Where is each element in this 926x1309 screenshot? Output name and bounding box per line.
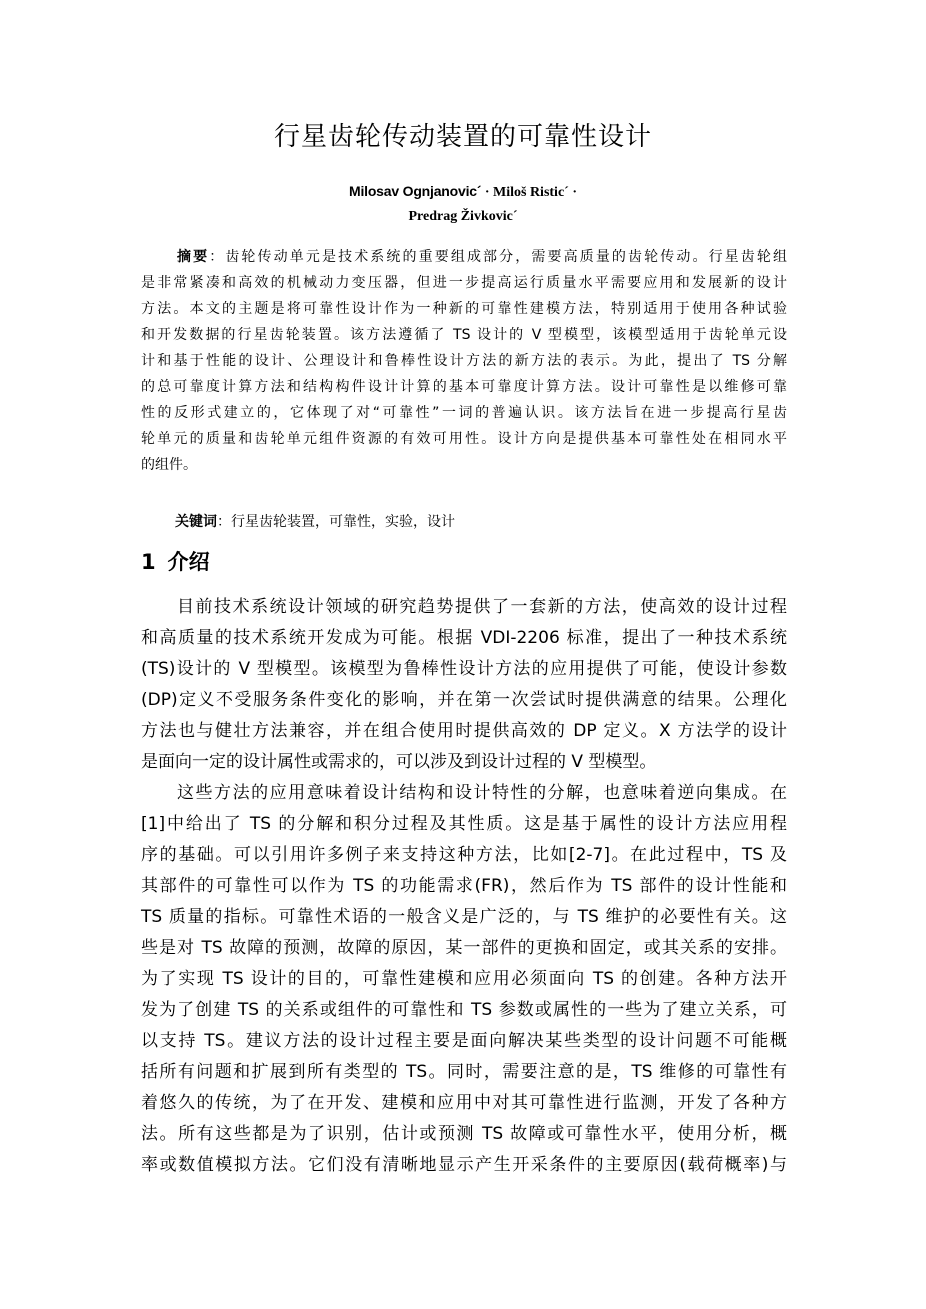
paragraph-line: 法。所有这些都是为了识别，估计或预测 TS 故障或可靠性水平，使用分析，概	[141, 1124, 787, 1144]
paragraph-line: 其部件的可靠性可以作为 TS 的功能需求(FR)，然后作为 TS 部件的设计性能和	[141, 876, 787, 896]
abstract-line: 计和基于性能的设计、公理设计和鲁棒性设计方法的新方法的表示。为此，提出了 TS 分解	[141, 353, 787, 369]
keywords: 关键词：行星齿轮装置，可靠性，实验，设计	[175, 514, 455, 530]
paragraph-line: 和高质量的技术系统开发成为可能。根据 VDI-2206 标准，提出了一种技术系统	[141, 628, 787, 648]
paragraph-2	[141, 778, 787, 1181]
paragraph-line: 这些方法的应用意味着设计结构和设计特性的分解，也意味着逆向集成。在	[177, 783, 787, 803]
abstract-line: 是非常紧凑和高效的机械动力变压器，但进一步提高运行质量水平需要应用和发展新的设计	[141, 275, 787, 291]
section-heading	[141, 546, 210, 578]
paragraph-1	[141, 592, 787, 778]
paper-title: 行星齿轮传动装置的可靠性设计	[273, 122, 652, 152]
section-number: 1	[141, 550, 156, 574]
paragraph-line: 以支持 TS。建议方法的设计过程主要是面向解决某些类型的设计问题不可能概	[141, 1031, 787, 1051]
paragraph-line: 是面向一定的设计属性或需求的，可以涉及到设计过程的 V 型模型。	[141, 752, 657, 772]
abstract-line: 的总可靠度计算方法和结构构件设计计算的基本可靠度计算方法。设计可靠性是以维修可靠	[141, 379, 787, 395]
paragraph-line: 着悠久的传统，为了在开发、建模和应用中对其可靠性进行监测，开发了各种方	[141, 1093, 787, 1113]
abstract	[141, 244, 787, 478]
paragraph-line: TS 质量的指标。可靠性术语的一般含义是广泛的，与 TS 维护的必要性有关。这	[141, 907, 787, 927]
author-separator: ·	[568, 185, 577, 200]
paragraph-line: 率或数值模拟方法。它们没有清晰地显示产生开采条件的主要原因(载荷概率)与	[141, 1155, 787, 1175]
author-ristic: Miloš Ristic´	[493, 185, 569, 200]
section-title: 介绍	[167, 550, 210, 574]
abstract-line: 性的反形式建立的，它体现了对“可靠性”一词的普遍认识。该方法旨在进一步提高行星齿	[141, 405, 787, 421]
paragraph-line: 目前技术系统设计领域的研究趋势提供了一套新的方法，使高效的设计过程	[177, 597, 787, 617]
paragraph-line: 为了实现 TS 设计的目的，可靠性建模和应用必须面向 TS 的创建。各种方法开	[141, 969, 787, 989]
abstract-line: 轮单元的质量和齿轮单元组件资源的有效可用性。设计方向是提供基本可靠性处在相同水平	[141, 431, 787, 447]
author-line-2	[0, 207, 926, 227]
author-zivkovic: Predrag Živkovic´	[408, 209, 518, 224]
keywords-label: 关键词	[175, 514, 217, 530]
keywords-text: 行星齿轮装置，可靠性，实验，设计	[231, 514, 455, 530]
abstract-line: 的组件。	[141, 457, 197, 473]
author-ognjanovic: Milosav Ognjanovic´	[348, 183, 482, 199]
paragraph-line: (DP)定义不受服务条件变化的影响，并在第一次尝试时提供满意的结果。公理化	[141, 690, 787, 710]
abstract-line: 和开发数据的行星齿轮装置。该方法遵循了 TS 设计的 V 型模型，该模型适用于齿轮单元设	[141, 327, 787, 343]
paragraph-line: 序的基础。可以引用许多例子来支持这种方法，比如[2-7]。在此过程中，TS 及	[141, 845, 787, 865]
paragraph-line: [1]中给出了 TS 的分解和积分过程及其性质。这是基于属性的设计方法应用程	[141, 814, 787, 834]
paragraph-line: 发为了创建 TS 的关系或组件的可靠性和 TS 参数或属性的一些为了建立关系，可	[141, 1000, 787, 1020]
paragraph-line: (TS)设计的 V 型模型。该模型为鲁棒性设计方法的应用提供了可能，使设计参数	[141, 659, 787, 679]
paragraph-line: 方法也与健壮方法兼容，并在组合使用时提供高效的 DP 定义。X 方法学的设计	[141, 721, 787, 741]
abstract-line: 方法。本文的主题是将可靠性设计作为一种新的可靠性建模方法，特别适用于使用各种试验	[141, 301, 787, 317]
author-separator: ·	[481, 185, 493, 200]
author-line-1	[0, 181, 926, 203]
paragraph-line: 些是对 TS 故障的预测，故障的原因，某一部件的更换和固定，或其关系的安排。	[141, 938, 787, 958]
paragraph-line: 括所有问题和扩展到所有类型的 TS。同时，需要注意的是，TS 维修的可靠性有	[141, 1062, 787, 1082]
abstract-label: 摘要	[177, 249, 210, 265]
abstract-line: 摘要：齿轮传动单元是技术系统的重要组成部分，需要高质量的齿轮传动。行星齿轮组	[177, 249, 788, 265]
